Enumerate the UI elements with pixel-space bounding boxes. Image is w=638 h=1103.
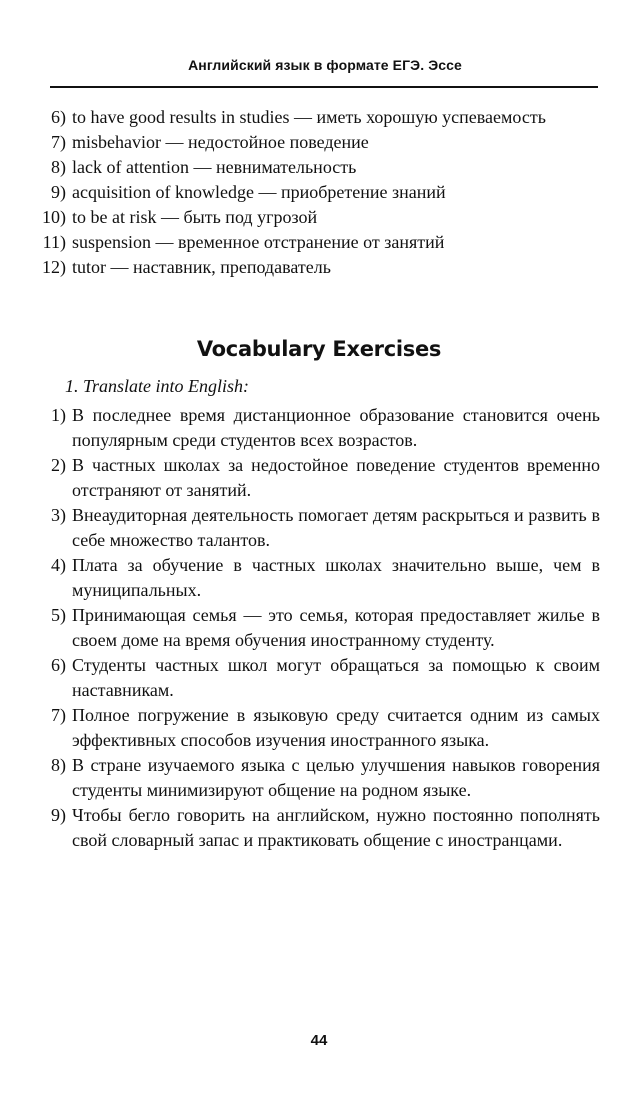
task-label: 1. Translate into English:: [65, 376, 250, 396]
exercise-item: [0, 553, 638, 603]
vocabulary-item: [0, 155, 638, 180]
page-number: 44: [310, 1032, 328, 1049]
item-text: to be at risk — быть под угрозой: [72, 207, 318, 227]
exercise-item: [0, 653, 638, 703]
item-text: to have good results in studies — иметь хорошую успеваемость: [72, 107, 546, 127]
exercise-item: [0, 803, 638, 853]
item-text: Студенты частных школ могут обращаться за помощью к своим наставникам.: [72, 655, 600, 700]
header-rule: [50, 86, 598, 88]
exercise-item: [0, 603, 638, 653]
vocabulary-item: [0, 105, 638, 130]
vocabulary-list: [0, 105, 638, 280]
item-number: 3): [51, 505, 66, 525]
vocabulary-item: [0, 180, 638, 205]
item-number: 12): [42, 257, 66, 277]
item-number: 10): [42, 207, 66, 227]
item-text: suspension — временное отстранение от занятий: [72, 232, 445, 252]
section-title: Vocabulary Exercises: [196, 337, 442, 361]
item-text: В последнее время дистанционное образование становится очень популярным среди студентов всех возрастов.: [72, 405, 600, 450]
vocabulary-item: [0, 255, 638, 280]
item-number: 1): [51, 405, 66, 425]
item-number: 2): [51, 455, 66, 475]
item-text: В стране изучаемого языка с целью улучшения навыков говорения студенты минимизируют общение на родном языке.: [72, 755, 600, 800]
item-number: 4): [51, 555, 66, 575]
exercise-list: [0, 403, 638, 853]
item-number: 7): [51, 705, 66, 725]
item-number: 7): [51, 132, 66, 152]
item-text: lack of attention — невнимательность: [72, 157, 357, 177]
item-text: В частных школах за недостойное поведение студентов временно отстраняют от занятий.: [72, 455, 600, 500]
item-number: 5): [51, 605, 66, 625]
item-text: Принимающая семья — это семья, которая предоставляет жилье в своем доме на время обучения иностранному студенту.: [72, 605, 600, 650]
item-number: 8): [51, 157, 66, 177]
exercise-item: [0, 703, 638, 753]
item-text: Внеаудиторная деятельность помогает детям раскрыться и развить в себе множество талантов.: [72, 505, 600, 550]
exercise-item: [0, 753, 638, 803]
item-text: Полное погружение в языковую среду считается одним из самых эффективных способов изучения иностранного языка.: [72, 705, 600, 750]
item-number: 11): [42, 232, 66, 252]
item-text: misbehavior — недостойное поведение: [72, 132, 369, 152]
item-text: acquisition of knowledge — приобретение знаний: [72, 182, 446, 202]
vocabulary-item: [0, 130, 638, 155]
item-number: 9): [51, 182, 66, 202]
item-number: 6): [51, 107, 66, 127]
vocabulary-item: [0, 205, 638, 230]
item-text: tutor — наставник, преподаватель: [72, 257, 331, 277]
item-number: 6): [51, 655, 66, 675]
item-text: Чтобы бегло говорить на английском, нужно постоянно пополнять свой словарный запас и практиковать общение с иностранцами.: [72, 805, 600, 850]
running-title: Английский язык в формате ЕГЭ. Эссе: [188, 57, 462, 73]
exercise-item: [0, 503, 638, 553]
item-number: 8): [51, 755, 66, 775]
item-text: Плата за обучение в частных школах значительно выше, чем в муниципальных.: [72, 555, 600, 600]
exercise-item: [0, 453, 638, 503]
exercise-item: [0, 403, 638, 453]
item-number: 9): [51, 805, 66, 825]
vocabulary-item: [0, 230, 638, 255]
